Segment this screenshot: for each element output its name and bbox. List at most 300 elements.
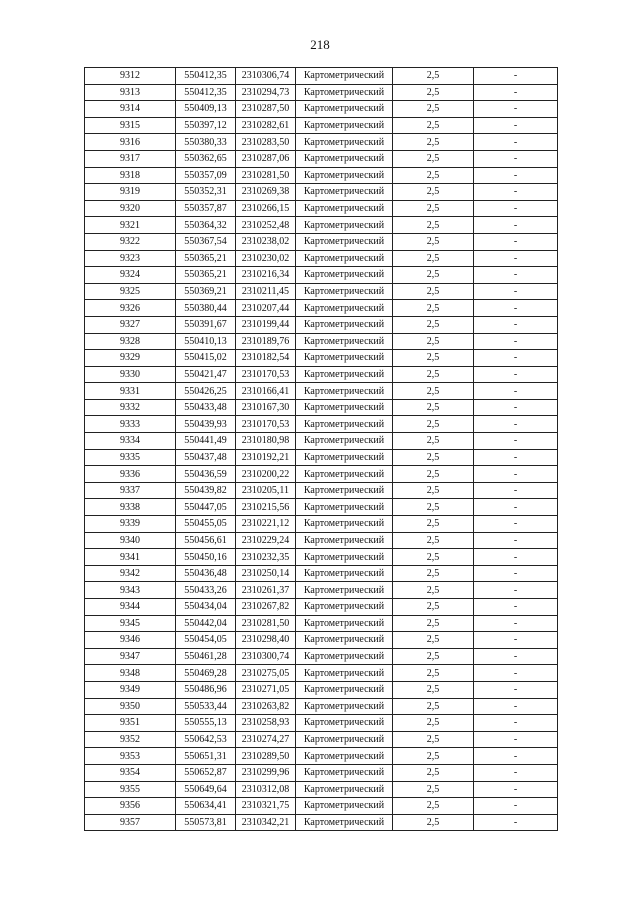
table-row xyxy=(85,217,558,234)
method-cell: Картометрический xyxy=(296,665,393,682)
page-number: 218 xyxy=(310,37,330,52)
point-number-cell: 9332 xyxy=(85,399,176,416)
y-coordinate-cell: 2310250,14 xyxy=(236,565,296,582)
method-cell: Картометрический xyxy=(296,565,393,582)
x-coordinate-cell: 550652,87 xyxy=(176,764,236,781)
x-coordinate-cell: 550415,02 xyxy=(176,350,236,367)
point-number-cell: 9345 xyxy=(85,615,176,632)
method-cell: Картометрический xyxy=(296,134,393,151)
method-cell: Картометрический xyxy=(296,599,393,616)
x-coordinate-cell: 550437,48 xyxy=(176,449,236,466)
y-coordinate-cell: 2310283,50 xyxy=(236,134,296,151)
note-cell: - xyxy=(474,217,558,234)
point-number-cell: 9329 xyxy=(85,350,176,367)
note-cell: - xyxy=(474,715,558,732)
note-cell: - xyxy=(474,698,558,715)
y-coordinate-cell: 2310238,02 xyxy=(236,233,296,250)
note-cell: - xyxy=(474,383,558,400)
y-coordinate-cell: 2310215,56 xyxy=(236,499,296,516)
table-row xyxy=(85,117,558,134)
point-number-cell: 9350 xyxy=(85,698,176,715)
point-number-cell: 9344 xyxy=(85,599,176,616)
point-number-cell: 9340 xyxy=(85,532,176,549)
y-coordinate-cell: 2310252,48 xyxy=(236,217,296,234)
point-number-cell: 9327 xyxy=(85,316,176,333)
accuracy-cell: 2,5 xyxy=(393,383,474,400)
table-row xyxy=(85,233,558,250)
accuracy-cell: 2,5 xyxy=(393,300,474,317)
accuracy-cell: 2,5 xyxy=(393,449,474,466)
point-number-cell: 9325 xyxy=(85,283,176,300)
x-coordinate-cell: 550412,35 xyxy=(176,84,236,101)
method-cell: Картометрический xyxy=(296,416,393,433)
point-number-cell: 9347 xyxy=(85,648,176,665)
accuracy-cell: 2,5 xyxy=(393,217,474,234)
x-coordinate-cell: 550573,81 xyxy=(176,814,236,831)
table-row xyxy=(85,499,558,516)
note-cell: - xyxy=(474,117,558,134)
method-cell: Картометрический xyxy=(296,316,393,333)
table-row xyxy=(85,350,558,367)
x-coordinate-cell: 550469,28 xyxy=(176,665,236,682)
note-cell: - xyxy=(474,267,558,284)
table-row xyxy=(85,184,558,201)
y-coordinate-cell: 2310192,21 xyxy=(236,449,296,466)
table-row xyxy=(85,84,558,101)
note-cell: - xyxy=(474,565,558,582)
note-cell: - xyxy=(474,366,558,383)
method-cell: Картометрический xyxy=(296,300,393,317)
x-coordinate-cell: 550439,82 xyxy=(176,482,236,499)
note-cell: - xyxy=(474,350,558,367)
method-cell: Картометрический xyxy=(296,184,393,201)
note-cell: - xyxy=(474,134,558,151)
note-cell: - xyxy=(474,532,558,549)
y-coordinate-cell: 2310300,74 xyxy=(236,648,296,665)
note-cell: - xyxy=(474,167,558,184)
x-coordinate-cell: 550397,12 xyxy=(176,117,236,134)
accuracy-cell: 2,5 xyxy=(393,798,474,815)
x-coordinate-cell: 550649,64 xyxy=(176,781,236,798)
point-number-cell: 9336 xyxy=(85,466,176,483)
y-coordinate-cell: 2310221,12 xyxy=(236,516,296,533)
method-cell: Картометрический xyxy=(296,350,393,367)
table-row xyxy=(85,565,558,582)
accuracy-cell: 2,5 xyxy=(393,84,474,101)
method-cell: Картометрический xyxy=(296,798,393,815)
y-coordinate-cell: 2310275,05 xyxy=(236,665,296,682)
point-number-cell: 9328 xyxy=(85,333,176,350)
accuracy-cell: 2,5 xyxy=(393,549,474,566)
accuracy-cell: 2,5 xyxy=(393,665,474,682)
method-cell: Картометрический xyxy=(296,466,393,483)
note-cell: - xyxy=(474,648,558,665)
accuracy-cell: 2,5 xyxy=(393,366,474,383)
point-number-cell: 9331 xyxy=(85,383,176,400)
accuracy-cell: 2,5 xyxy=(393,184,474,201)
point-number-cell: 9338 xyxy=(85,499,176,516)
table-row xyxy=(85,681,558,698)
note-cell: - xyxy=(474,764,558,781)
x-coordinate-cell: 550433,26 xyxy=(176,582,236,599)
table-row xyxy=(85,648,558,665)
accuracy-cell: 2,5 xyxy=(393,781,474,798)
table-row xyxy=(85,101,558,118)
table-row xyxy=(85,781,558,798)
point-number-cell: 9333 xyxy=(85,416,176,433)
x-coordinate-cell: 550380,44 xyxy=(176,300,236,317)
y-coordinate-cell: 2310267,82 xyxy=(236,599,296,616)
table-row xyxy=(85,333,558,350)
x-coordinate-cell: 550362,65 xyxy=(176,150,236,167)
y-coordinate-cell: 2310205,11 xyxy=(236,482,296,499)
point-number-cell: 9318 xyxy=(85,167,176,184)
point-number-cell: 9315 xyxy=(85,117,176,134)
y-coordinate-cell: 2310170,53 xyxy=(236,416,296,433)
table-row xyxy=(85,433,558,450)
y-coordinate-cell: 2310298,40 xyxy=(236,632,296,649)
x-coordinate-cell: 550369,21 xyxy=(176,283,236,300)
table-row xyxy=(85,449,558,466)
x-coordinate-cell: 550365,21 xyxy=(176,250,236,267)
note-cell: - xyxy=(474,781,558,798)
table-row xyxy=(85,731,558,748)
y-coordinate-cell: 2310287,50 xyxy=(236,101,296,118)
table-row xyxy=(85,316,558,333)
accuracy-cell: 2,5 xyxy=(393,648,474,665)
method-cell: Картометрический xyxy=(296,200,393,217)
accuracy-cell: 2,5 xyxy=(393,698,474,715)
table-row xyxy=(85,200,558,217)
accuracy-cell: 2,5 xyxy=(393,283,474,300)
method-cell: Картометрический xyxy=(296,283,393,300)
table-row xyxy=(85,532,558,549)
point-number-cell: 9343 xyxy=(85,582,176,599)
note-cell: - xyxy=(474,516,558,533)
point-number-cell: 9351 xyxy=(85,715,176,732)
y-coordinate-cell: 2310166,41 xyxy=(236,383,296,400)
x-coordinate-cell: 550421,47 xyxy=(176,366,236,383)
accuracy-cell: 2,5 xyxy=(393,200,474,217)
method-cell: Картометрический xyxy=(296,68,393,85)
accuracy-cell: 2,5 xyxy=(393,814,474,831)
y-coordinate-cell: 2310200,22 xyxy=(236,466,296,483)
point-number-cell: 9313 xyxy=(85,84,176,101)
x-coordinate-cell: 550436,48 xyxy=(176,565,236,582)
point-number-cell: 9320 xyxy=(85,200,176,217)
table-row xyxy=(85,798,558,815)
accuracy-cell: 2,5 xyxy=(393,632,474,649)
accuracy-cell: 2,5 xyxy=(393,416,474,433)
point-number-cell: 9355 xyxy=(85,781,176,798)
method-cell: Картометрический xyxy=(296,117,393,134)
table-row xyxy=(85,416,558,433)
method-cell: Картометрический xyxy=(296,433,393,450)
accuracy-cell: 2,5 xyxy=(393,466,474,483)
point-number-cell: 9356 xyxy=(85,798,176,815)
note-cell: - xyxy=(474,283,558,300)
table-row xyxy=(85,632,558,649)
x-coordinate-cell: 550380,33 xyxy=(176,134,236,151)
accuracy-cell: 2,5 xyxy=(393,516,474,533)
y-coordinate-cell: 2310211,45 xyxy=(236,283,296,300)
x-coordinate-cell: 550357,09 xyxy=(176,167,236,184)
y-coordinate-cell: 2310271,05 xyxy=(236,681,296,698)
method-cell: Картометрический xyxy=(296,781,393,798)
y-coordinate-cell: 2310294,73 xyxy=(236,84,296,101)
y-coordinate-cell: 2310263,82 xyxy=(236,698,296,715)
accuracy-cell: 2,5 xyxy=(393,150,474,167)
table-row xyxy=(85,68,558,85)
note-cell: - xyxy=(474,150,558,167)
x-coordinate-cell: 550555,13 xyxy=(176,715,236,732)
method-cell: Картометрический xyxy=(296,499,393,516)
x-coordinate-cell: 550651,31 xyxy=(176,748,236,765)
method-cell: Картометрический xyxy=(296,101,393,118)
table-row xyxy=(85,150,558,167)
table-row xyxy=(85,482,558,499)
note-cell: - xyxy=(474,731,558,748)
note-cell: - xyxy=(474,68,558,85)
y-coordinate-cell: 2310232,35 xyxy=(236,549,296,566)
accuracy-cell: 2,5 xyxy=(393,267,474,284)
point-number-cell: 9339 xyxy=(85,516,176,533)
method-cell: Картометрический xyxy=(296,150,393,167)
note-cell: - xyxy=(474,316,558,333)
y-coordinate-cell: 2310167,30 xyxy=(236,399,296,416)
method-cell: Картометрический xyxy=(296,399,393,416)
y-coordinate-cell: 2310282,61 xyxy=(236,117,296,134)
x-coordinate-cell: 550447,05 xyxy=(176,499,236,516)
x-coordinate-cell: 550412,35 xyxy=(176,68,236,85)
note-cell: - xyxy=(474,582,558,599)
accuracy-cell: 2,5 xyxy=(393,333,474,350)
accuracy-cell: 2,5 xyxy=(393,715,474,732)
table-row xyxy=(85,665,558,682)
point-number-cell: 9349 xyxy=(85,681,176,698)
point-number-cell: 9354 xyxy=(85,764,176,781)
note-cell: - xyxy=(474,599,558,616)
x-coordinate-cell: 550441,49 xyxy=(176,433,236,450)
accuracy-cell: 2,5 xyxy=(393,101,474,118)
x-coordinate-cell: 550454,05 xyxy=(176,632,236,649)
accuracy-cell: 2,5 xyxy=(393,167,474,184)
x-coordinate-cell: 550352,31 xyxy=(176,184,236,201)
x-coordinate-cell: 550533,44 xyxy=(176,698,236,715)
coordinates-table xyxy=(84,67,558,831)
accuracy-cell: 2,5 xyxy=(393,68,474,85)
note-cell: - xyxy=(474,499,558,516)
y-coordinate-cell: 2310180,98 xyxy=(236,433,296,450)
point-number-cell: 9314 xyxy=(85,101,176,118)
y-coordinate-cell: 2310281,50 xyxy=(236,615,296,632)
point-number-cell: 9337 xyxy=(85,482,176,499)
method-cell: Картометрический xyxy=(296,366,393,383)
method-cell: Картометрический xyxy=(296,84,393,101)
x-coordinate-cell: 550367,54 xyxy=(176,233,236,250)
method-cell: Картометрический xyxy=(296,632,393,649)
point-number-cell: 9317 xyxy=(85,150,176,167)
method-cell: Картометрический xyxy=(296,217,393,234)
table-row xyxy=(85,366,558,383)
y-coordinate-cell: 2310216,34 xyxy=(236,267,296,284)
note-cell: - xyxy=(474,84,558,101)
point-number-cell: 9324 xyxy=(85,267,176,284)
table-row xyxy=(85,516,558,533)
accuracy-cell: 2,5 xyxy=(393,233,474,250)
accuracy-cell: 2,5 xyxy=(393,399,474,416)
y-coordinate-cell: 2310312,08 xyxy=(236,781,296,798)
accuracy-cell: 2,5 xyxy=(393,482,474,499)
note-cell: - xyxy=(474,549,558,566)
x-coordinate-cell: 550433,48 xyxy=(176,399,236,416)
table-row xyxy=(85,267,558,284)
point-number-cell: 9348 xyxy=(85,665,176,682)
note-cell: - xyxy=(474,101,558,118)
table-row xyxy=(85,698,558,715)
x-coordinate-cell: 550357,87 xyxy=(176,200,236,217)
y-coordinate-cell: 2310266,15 xyxy=(236,200,296,217)
note-cell: - xyxy=(474,482,558,499)
method-cell: Картометрический xyxy=(296,516,393,533)
method-cell: Картометрический xyxy=(296,681,393,698)
table-row xyxy=(85,748,558,765)
x-coordinate-cell: 550442,04 xyxy=(176,615,236,632)
note-cell: - xyxy=(474,665,558,682)
accuracy-cell: 2,5 xyxy=(393,731,474,748)
table-row xyxy=(85,615,558,632)
x-coordinate-cell: 550391,67 xyxy=(176,316,236,333)
y-coordinate-cell: 2310258,93 xyxy=(236,715,296,732)
x-coordinate-cell: 550634,41 xyxy=(176,798,236,815)
note-cell: - xyxy=(474,449,558,466)
y-coordinate-cell: 2310289,50 xyxy=(236,748,296,765)
accuracy-cell: 2,5 xyxy=(393,615,474,632)
method-cell: Картометрический xyxy=(296,764,393,781)
accuracy-cell: 2,5 xyxy=(393,532,474,549)
note-cell: - xyxy=(474,300,558,317)
x-coordinate-cell: 550365,21 xyxy=(176,267,236,284)
x-coordinate-cell: 550409,13 xyxy=(176,101,236,118)
note-cell: - xyxy=(474,615,558,632)
accuracy-cell: 2,5 xyxy=(393,764,474,781)
method-cell: Картометрический xyxy=(296,383,393,400)
x-coordinate-cell: 550439,93 xyxy=(176,416,236,433)
y-coordinate-cell: 2310321,75 xyxy=(236,798,296,815)
note-cell: - xyxy=(474,399,558,416)
method-cell: Картометрический xyxy=(296,167,393,184)
note-cell: - xyxy=(474,200,558,217)
point-number-cell: 9312 xyxy=(85,68,176,85)
x-coordinate-cell: 550486,96 xyxy=(176,681,236,698)
table-row xyxy=(85,582,558,599)
table-row xyxy=(85,814,558,831)
coordinates-table-body xyxy=(85,68,558,831)
point-number-cell: 9335 xyxy=(85,449,176,466)
method-cell: Картометрический xyxy=(296,582,393,599)
point-number-cell: 9341 xyxy=(85,549,176,566)
table-row xyxy=(85,715,558,732)
x-coordinate-cell: 550455,05 xyxy=(176,516,236,533)
table-row xyxy=(85,167,558,184)
note-cell: - xyxy=(474,433,558,450)
x-coordinate-cell: 550461,28 xyxy=(176,648,236,665)
point-number-cell: 9319 xyxy=(85,184,176,201)
point-number-cell: 9326 xyxy=(85,300,176,317)
x-coordinate-cell: 550410,13 xyxy=(176,333,236,350)
table-row xyxy=(85,383,558,400)
point-number-cell: 9357 xyxy=(85,814,176,831)
x-coordinate-cell: 550426,25 xyxy=(176,383,236,400)
point-number-cell: 9322 xyxy=(85,233,176,250)
method-cell: Картометрический xyxy=(296,482,393,499)
table-row xyxy=(85,466,558,483)
table-row xyxy=(85,134,558,151)
note-cell: - xyxy=(474,416,558,433)
point-number-cell: 9321 xyxy=(85,217,176,234)
note-cell: - xyxy=(474,632,558,649)
point-number-cell: 9342 xyxy=(85,565,176,582)
accuracy-cell: 2,5 xyxy=(393,599,474,616)
note-cell: - xyxy=(474,333,558,350)
point-number-cell: 9346 xyxy=(85,632,176,649)
accuracy-cell: 2,5 xyxy=(393,433,474,450)
method-cell: Картометрический xyxy=(296,333,393,350)
accuracy-cell: 2,5 xyxy=(393,250,474,267)
x-coordinate-cell: 550436,59 xyxy=(176,466,236,483)
method-cell: Картометрический xyxy=(296,615,393,632)
accuracy-cell: 2,5 xyxy=(393,316,474,333)
method-cell: Картометрический xyxy=(296,250,393,267)
y-coordinate-cell: 2310342,21 xyxy=(236,814,296,831)
table-row xyxy=(85,549,558,566)
point-number-cell: 9316 xyxy=(85,134,176,151)
method-cell: Картометрический xyxy=(296,715,393,732)
method-cell: Картометрический xyxy=(296,731,393,748)
y-coordinate-cell: 2310306,74 xyxy=(236,68,296,85)
x-coordinate-cell: 550642,53 xyxy=(176,731,236,748)
note-cell: - xyxy=(474,814,558,831)
y-coordinate-cell: 2310230,02 xyxy=(236,250,296,267)
y-coordinate-cell: 2310189,76 xyxy=(236,333,296,350)
note-cell: - xyxy=(474,233,558,250)
y-coordinate-cell: 2310281,50 xyxy=(236,167,296,184)
accuracy-cell: 2,5 xyxy=(393,117,474,134)
accuracy-cell: 2,5 xyxy=(393,350,474,367)
accuracy-cell: 2,5 xyxy=(393,565,474,582)
accuracy-cell: 2,5 xyxy=(393,134,474,151)
point-number-cell: 9334 xyxy=(85,433,176,450)
point-number-cell: 9323 xyxy=(85,250,176,267)
method-cell: Картометрический xyxy=(296,267,393,284)
y-coordinate-cell: 2310287,06 xyxy=(236,150,296,167)
accuracy-cell: 2,5 xyxy=(393,681,474,698)
x-coordinate-cell: 550450,16 xyxy=(176,549,236,566)
point-number-cell: 9352 xyxy=(85,731,176,748)
y-coordinate-cell: 2310207,44 xyxy=(236,300,296,317)
x-coordinate-cell: 550364,32 xyxy=(176,217,236,234)
y-coordinate-cell: 2310229,24 xyxy=(236,532,296,549)
method-cell: Картометрический xyxy=(296,748,393,765)
table-row xyxy=(85,599,558,616)
method-cell: Картометрический xyxy=(296,449,393,466)
note-cell: - xyxy=(474,250,558,267)
y-coordinate-cell: 2310170,53 xyxy=(236,366,296,383)
note-cell: - xyxy=(474,798,558,815)
method-cell: Картометрический xyxy=(296,549,393,566)
note-cell: - xyxy=(474,184,558,201)
accuracy-cell: 2,5 xyxy=(393,582,474,599)
